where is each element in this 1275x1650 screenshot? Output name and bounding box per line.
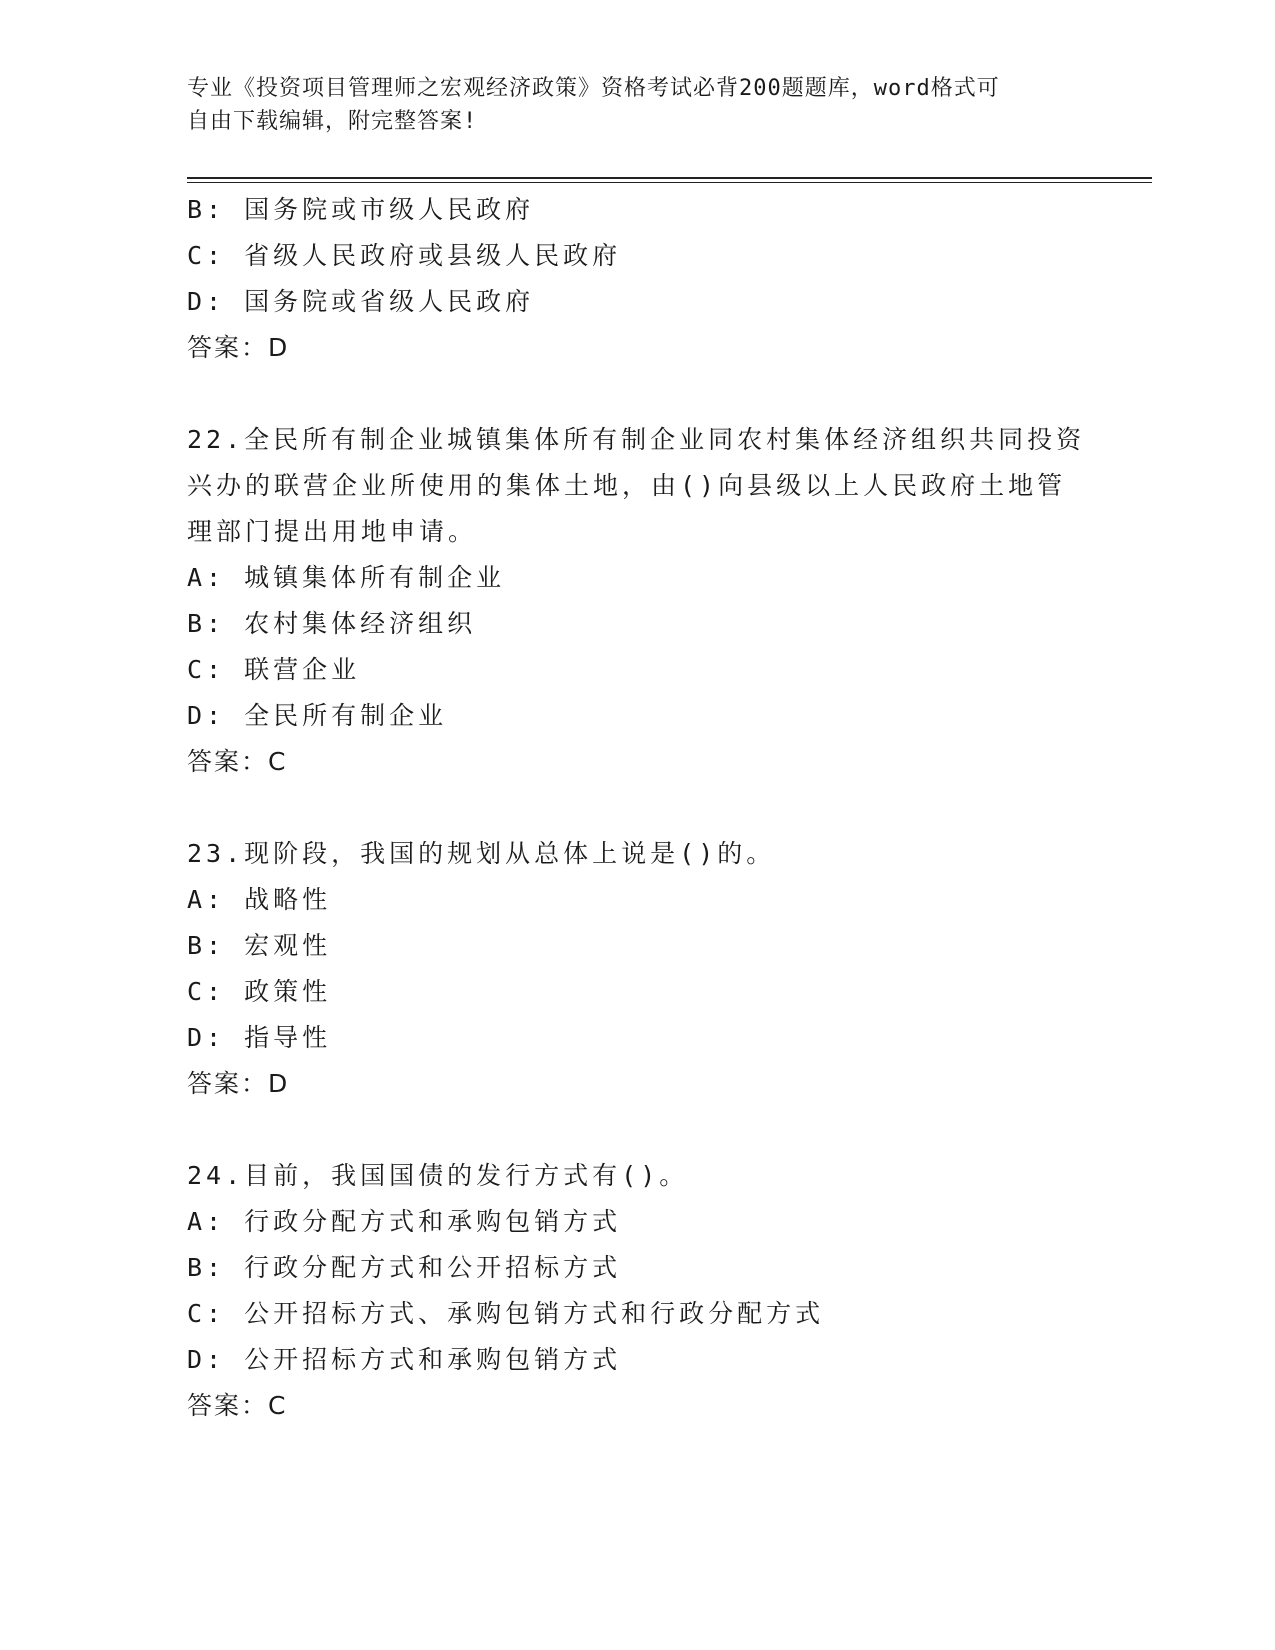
answer: 答案：D <box>187 1069 290 1098</box>
option-c: C: 政策性 <box>187 977 332 1006</box>
header-line-1: 专业《投资项目管理师之宏观经济政策》资格考试必背200题题库，word格式可 <box>187 76 1000 101</box>
option-b: B: 行政分配方式和公开招标方式 <box>187 1253 622 1282</box>
answer: 答案：C <box>187 1391 288 1420</box>
answer: 答案：C <box>187 747 288 776</box>
option-a: A: 战略性 <box>187 885 332 914</box>
option-d: D: 全民所有制企业 <box>187 701 448 730</box>
header-divider-thick <box>187 177 1152 179</box>
header-divider-thin <box>187 182 1152 183</box>
question-stem: 23.现阶段，我国的规划从总体上说是()的。 <box>187 839 776 868</box>
option-d: D: 公开招标方式和承购包销方式 <box>187 1345 622 1374</box>
option-a: A: 行政分配方式和承购包销方式 <box>187 1207 622 1236</box>
document-header <box>187 72 1067 138</box>
option-d: D: 国务院或省级人民政府 <box>187 287 535 316</box>
spacer <box>187 1107 1087 1153</box>
option-c: C: 省级人民政府或县级人民政府 <box>187 241 622 270</box>
question-stem: 兴办的联营企业所使用的集体土地，由()向县级以上人民政府土地管 <box>187 471 1067 500</box>
question-24 <box>187 1153 1087 1429</box>
question-22 <box>187 417 1087 785</box>
question-content <box>187 187 1087 1429</box>
option-b: B: 农村集体经济组织 <box>187 609 477 638</box>
question-23 <box>187 831 1087 1107</box>
answer: 答案：D <box>187 333 290 362</box>
option-d: D: 指导性 <box>187 1023 332 1052</box>
question-stem: 理部门提出用地申请。 <box>187 517 478 546</box>
header-line-2: 自由下载编辑，附完整答案! <box>187 109 478 134</box>
question-stem: 24.目前，我国国债的发行方式有()。 <box>187 1161 689 1190</box>
spacer <box>187 785 1087 831</box>
option-c: C: 公开招标方式、承购包销方式和行政分配方式 <box>187 1299 825 1328</box>
question-21-continued <box>187 187 1087 371</box>
option-b: B: 国务院或市级人民政府 <box>187 195 535 224</box>
option-b: B: 宏观性 <box>187 931 332 960</box>
spacer <box>187 371 1087 417</box>
option-c: C: 联营企业 <box>187 655 361 684</box>
option-a: A: 城镇集体所有制企业 <box>187 563 506 592</box>
question-stem: 22.全民所有制企业城镇集体所有制企业同农村集体经济组织共同投资 <box>187 425 1086 454</box>
